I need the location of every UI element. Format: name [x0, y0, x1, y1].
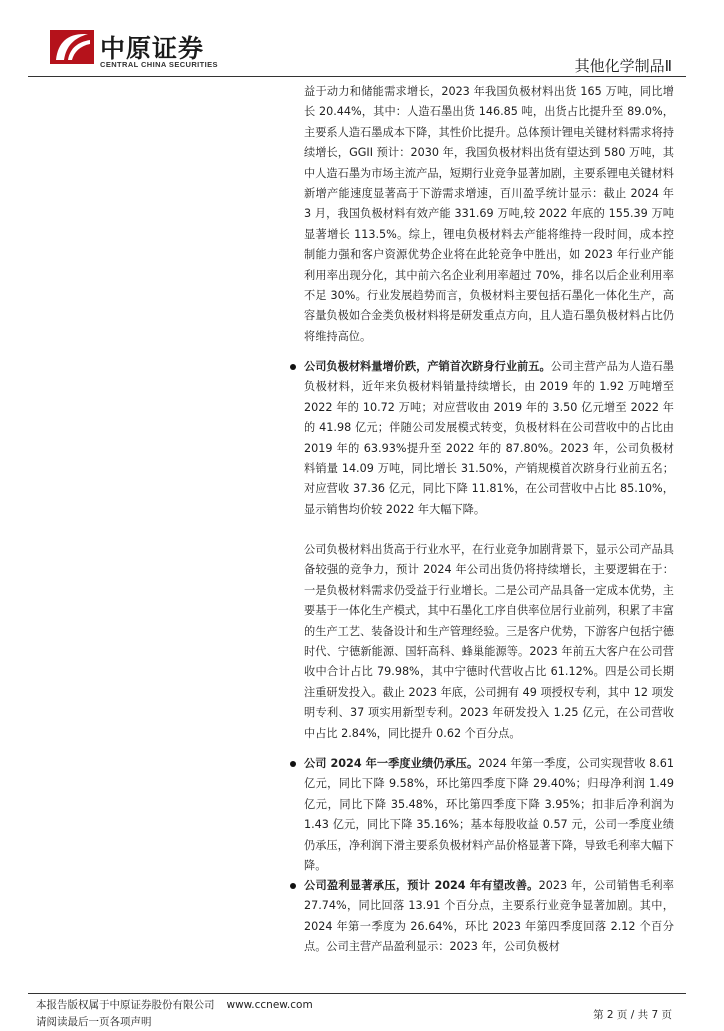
footer-website-link[interactable]: www.ccnew.com [226, 999, 313, 1011]
report-category: 其他化学制品Ⅱ [574, 57, 672, 75]
bullet-body: 公司主营产品为人造石墨负极材料，近年来负极材料销量持续增长，由 2019 年的 1.92 万吨增至 2022 年的 10.72 万吨；对应营收由 2019 年的 3.50 亿元增至 2022 年的 41.98 亿元；伴随公司发展模式转变，负极材料在公司营收中的占比由 2019 年的 63.93%提升至 2022 年的 87.80%。2023 年，公司负极材料销量 14.09 万吨，同比增长 31.50%，产销规模首次跻身行业前五名；对应营收 37.36 亿元，同比下降 11.81%，在公司营收中占比 85.10%，显示销售均价较 2022 年大幅下降。 [304, 360, 674, 516]
logo-text-cn: 中原证券 [100, 34, 205, 63]
bullet-heading: 公司盈利显著承压，预计 2024 年有望改善。 [304, 879, 539, 892]
logo-text-en: CENTRAL CHINA SECURITIES [100, 60, 218, 69]
intro-section [304, 82, 674, 347]
footer-divider [28, 993, 686, 994]
bullet-item [304, 754, 674, 876]
body-paragraph: 公司负极材料出货高于行业水平，在行业竞争加剧背景下，显示公司产品具备较强的竞争力，预计 2024 年公司出货仍将持续增长，主要逻辑在于：一是负极材料需求仍受益于行业增长。二是公司产品具备一定成本优势，主要基于一体化生产模式，其中石墨化工序自供率位居行业前列，积累了丰富的生产工艺、装备设计和生产管理经验。三是客户优势，下游客户包括宁德时代、宁德新能源、国轩高科、蜂巢能源等。2023 年前五大客户在公司营收中合计占比 79.98%，其中宁德时代营收占比 61.12%。四是公司长期注重研发投入。截止 2023 年底，公司拥有 49 项授权专利，其中 12 项发明专利、37 项实用新型专利。2023 年研发投入 1.25 亿元，在公司营收中占比 2.84%，同比提升 0.62 个百分点。 [304, 543, 674, 740]
company-logo-icon [50, 30, 94, 64]
header-divider [28, 76, 686, 77]
bullet-icon [290, 364, 296, 370]
bullet-paragraph [304, 754, 674, 876]
intro-paragraph: 益于动力和储能需求增长，2023 年我国负极材料出货 165 万吨，同比增长 20.44%，其中：人造石墨出货 146.85 吨，出货占比提升至 89.0%，主要系人造石墨成本下降，其性价比提升。总体预计锂电关键材料需求将持续增长，GGII 预计：2030 年，我国负极材料出货有望达到 580 万吨，其中人造石墨为市场主流产品，短期行业竞争显著加剧，主要系锂电关键材料新增产能速度显著高于下游需求增速，百川盈孚统计显示：截止 2024 年 3 月，我国负极材料有效产能 331.69 万吨,较 2022 年底的 155.39 万吨显著增长 113.5%。综上，锂电负极材料去产能将维持一段时间，成本控制能力强和客户资源优势企业将在此轮竞争中胜出，如 2023 年行业产能利用率出现分化，其中前六名企业利用率超过 70%，排名以后企业利用率不足 30%。行业发展趋势而言，负极材料主要包括石墨化一体化生产，高容量负极如合金类负极材料将是研发重点方向，且人造石墨负极材料占比仍将维持高位。 [304, 85, 674, 343]
bullet-body: 2023 年，公司销售毛利率 27.74%，同比回落 13.91 个百分点，主要系行业竞争显著加剧。其中，2024 年第一季度为 26.64%，环比 2023 年第四季度回落 2.12 个百分点。公司主营产品盈利显示：2023 年，公司负极材 [304, 879, 674, 954]
bullet-item [304, 357, 674, 520]
bullet-body: 2024 年第一季度，公司实现营收 8.61 亿元，同比下降 9.58%，环比第四季度下降 29.40%；归母净利润 1.49 亿元，同比下降 35.48%，环比第四季度下降 3.95%；扣非后净利润为 1.43 亿元，同比下降 35.16%；基本每股收益 0.57 元，公司一季度业绩仍承压，净利润下滑主要系负极材料产品价格显著下降，导致毛利率大幅下降。 [304, 757, 674, 873]
footer-copyright: 本报告版权属于中原证券股份有限公司 [36, 999, 215, 1011]
bullet-heading: 公司负极材料量增价跌，产销首次跻身行业前五。 [304, 360, 551, 373]
page-header [0, 0, 724, 80]
bullet-icon [290, 883, 296, 889]
footer-left [36, 997, 313, 1031]
bullet-paragraph [304, 357, 674, 520]
bullet-paragraph [304, 876, 674, 958]
bullet-heading: 公司 2024 年一季度业绩仍承压。 [304, 757, 479, 770]
bullet-item [304, 876, 674, 958]
bullet-icon [290, 761, 296, 767]
body-paragraph-block [304, 540, 674, 744]
page-number: 第 2 页 / 共 7 页 [593, 1009, 672, 1021]
footer-disclaimer: 请阅读最后一页各项声明 [36, 1016, 152, 1028]
